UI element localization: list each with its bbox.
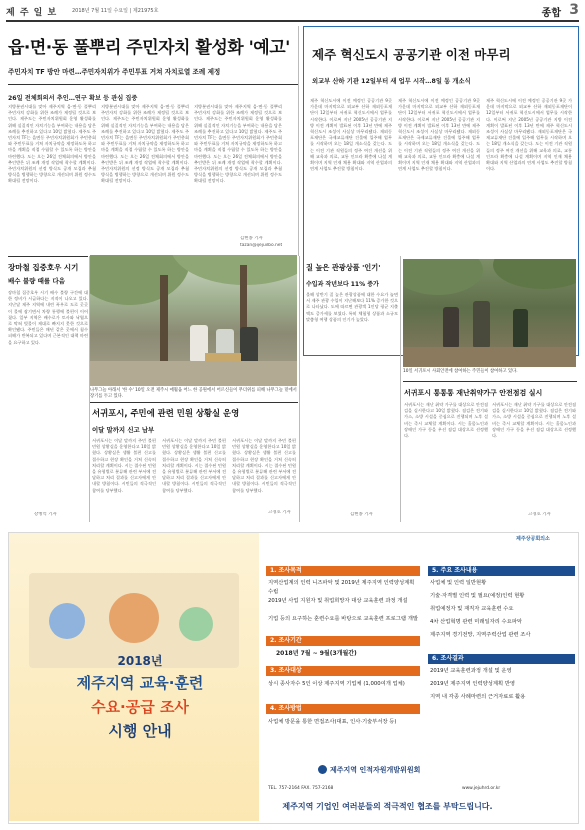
- column-divider: [299, 256, 300, 522]
- column-divider: [298, 26, 299, 256]
- ground: [90, 361, 297, 386]
- article5-body: 올해 상반기 질 높은 관광상품에 대한 수요가 늘면서 제주 관광 수입이 지난해보다 11% 증가한 것으로 나타났다. 도에 따르면 관광객 1인당 평균 지출액도 증가세를 보였다. 특히 체험형 상품과 소규모 맞춤형 여행 상품의 인기가 높았다.: [306, 292, 398, 322]
- ad-illustration-shape: [109, 593, 159, 643]
- ad-footer-message: 제주지역 기업인 여러분들의 적극적인 협조를 부탁드립니다.: [282, 802, 493, 811]
- ad-section3-value: 상시 종사자수 5인 이상 제주지역 기업체 (1,000여개 업체): [268, 681, 405, 687]
- ad-title-line2: 수요·공급 조사: [91, 698, 189, 716]
- article4-body-col2: 서귀포시는 이달 말까지 주민 불편 민원 상황실을 운영한다고 10일 밝혔다. 상황실은 생활 불편 신고를 접수하고 현장 확인을 거쳐 신속히 처리할 계획이다. 시는 접수된 민원을 유형별로 분류해 관련 부서에 전달하고 처리 결과를 신고자에게 안내할 방침이다. 시민들의 적극적인 참여를 당부했다.: [162, 438, 226, 493]
- ad-contact: TEL. 757-2164 FAX. 757-2168: [268, 786, 334, 791]
- article6-byline: 고경호 기자: [528, 512, 551, 517]
- photo-residents-safety: [403, 259, 576, 367]
- article1-byline: 김현종 기자: [240, 236, 263, 241]
- article6-body-col2: 서귀포시는 재난 취약 가구를 대상으로 안전점검을 실시한다고 10일 밝혔다. 점검은 전기와 가스, 소방 시설을 중심으로 진행되며 노후 설비는 즉시 교체할 계획이다. 시는 홀몸노인과 장애인 가구 등을 우선 점검 대상으로 선정했다.: [492, 402, 576, 439]
- foliage: [403, 259, 483, 295]
- feature-body-col3: 제주 혁신도시에 이전 예정인 공공기관 9곳 가운데 마지막으로 외교부 산하 재외동포재단이 12일부터 서귀포 혁신도시에서 업무를 시작한다. 이로써 지난 2005년 공공기관 지방 이전 계획이 발표된 이후 13년 만에 제주 혁신도시 조성이 사실상 마무리됐다. 재외동포재단은 국제교류재단 건물에 입주해 업무를 시작하며 오는 18일 개소식을 갖는다. 도는 이전 기관 직원들의 정주 여건 개선을 위해 교육과 의료, 교통 인프라 확충에 나설 계획이며 지역 인재 채용 확대와 지역 산업과의 연계 사업도 추진할 방침이다.: [486, 98, 572, 172]
- article1-body-col2: 지방분권시대를 맞아 제주지역 읍·면·동 풀뿌리 주민자치 강화를 위한 조례가 제정될 것으로 보인다. 제주도는 주민자치위원회 운영 활성화를 위해 실질적인 자치기능을 부여하는 내용을 담은 조례를 추진하고 있다고 10일 밝혔다. 제주도 주민자치 TF는 읍면동 주민자치위원회가 주민총회와 주민투표를 거쳐 자치규약을 제정하도록 하고 마을 계획을 직접 수립할 수 있도록 하는 방안을 마련했다. 도는 오는 26일 전체회의에서 방안을 추인받은 뒤 조례 개정 작업에 착수할 계획이다. 주민자치위원의 선정 방식도 공개 모집과 추첨 방식을 병행하는 방향으로 개선되며 위원 정수도 확대될 전망이다.: [101, 104, 189, 184]
- article1-email: tazan@ijejuilbo.net: [240, 243, 283, 248]
- ad-section5-item: 제주지역 경기전망, 지역주력산업 관련 조사: [430, 632, 531, 638]
- header-rule: [6, 20, 579, 22]
- ad-illustration-shape: [179, 607, 213, 641]
- ad-section-heading: 3. 조사대상: [266, 666, 420, 676]
- ad-title-line1: 제주지역 교육·훈련: [76, 674, 204, 692]
- main-subheadline: 주민자치 TF 방안 마련…주민자치위가 주민투표 거쳐 자치로열 조례 제정: [8, 68, 221, 76]
- issue-date: 2018년 7월 11일 수요일 | 제21975호: [72, 8, 159, 14]
- article5-byline: 김현종 기자: [350, 512, 373, 517]
- ad-section2-value: 2018년 7월 ~ 9월(3개월간): [276, 650, 357, 657]
- ad-section6-item: 2019년 교육훈련과정 개설 및 운영: [430, 668, 512, 674]
- ad-website: www.jejuhrd.or.kr: [462, 786, 501, 791]
- article1-body-col1: 지방분권시대를 맞아 제주지역 읍·면·동 풀뿌리 주민자치 강화를 위한 조례가 제정될 것으로 보인다. 제주도는 주민자치위원회 운영 활성화를 위해 실질적인 자치기능을 부여하는 내용을 담은 조례를 추진하고 있다고 10일 밝혔다. 제주도 주민자치 TF는 읍면동 주민자치위원회가 주민총회와 주민투표를 거쳐 자치규약을 제정하도록 하고 마을 계획을 직접 수립할 수 있도록 하는 방안을 마련했다. 도는 오는 26일 전체회의에서 방안을 추인받은 뒤 조례 개정 작업에 착수할 계획이다. 주민자치위원의 선정 방식도 공개 모집과 추첨 방식을 병행하는 방향으로 개선되며 위원 정수도 확대될 전망이다.: [8, 104, 96, 184]
- ad-section6-item: 2019년 제주지역 인력양성계획 반영: [430, 681, 516, 687]
- ground: [403, 347, 576, 367]
- article6-title: 서귀포시 통통통 재난취약가구 안전점검 실시: [404, 389, 543, 397]
- article4-subtitle: 이달 말까지 신고 남부: [92, 426, 155, 434]
- divider: [8, 256, 88, 257]
- feature-title: 제주 혁신도시 공공기관 이전 마무리: [312, 47, 511, 62]
- ad-brand: 제주상공회의소: [516, 536, 550, 542]
- person: [473, 301, 490, 347]
- ad-title-line3: 시행 안내: [108, 722, 172, 740]
- paper-name: 제 주 일 보: [6, 8, 58, 18]
- ad-section1-item: 2019년 사업 지원자 및 취업희망자 대상 교육훈련 과정 개설: [268, 598, 408, 604]
- ad-section5-item: 취업예정자 및 재직자 교육훈련 수요: [430, 606, 514, 612]
- person: [240, 327, 258, 363]
- main-headline: 읍·면·동 풀뿌리 주민자치 활성화 '예고': [8, 38, 290, 58]
- page-number: 3: [569, 2, 579, 18]
- article4-title: 서귀포시, 주민에 관련 민원 상황실 운영: [92, 408, 240, 418]
- ad-section5-item: 기술·자격별 인력 및 필요(예정)인력 현황: [430, 593, 525, 599]
- article1-subhead: 26일 전체회의서 추인…연구 확보 등 관심 집중: [8, 95, 138, 102]
- article4-body-col3: 서귀포시는 이달 말까지 주민 불편 민원 상황실을 운영한다고 10일 밝혔다. 상황실은 생활 불편 신고를 접수하고 현장 확인을 거쳐 신속히 처리할 계획이다. 시는 접수된 민원을 유형별로 분류해 관련 부서에 전달하고 처리 결과를 신고자에게 안내할 방침이다. 시민들의 적극적인 참여를 당부했다.: [232, 438, 296, 493]
- feature-body-col2: 제주 혁신도시에 이전 예정인 공공기관 9곳 가운데 마지막으로 외교부 산하 재외동포재단이 12일부터 서귀포 혁신도시에서 업무를 시작한다. 이로써 지난 2005년 공공기관 지방 이전 계획이 발표된 이후 13년 만에 제주 혁신도시 조성이 사실상 마무리됐다. 재외동포재단은 국제교류재단 건물에 입주해 업무를 시작하며 오는 18일 개소식을 갖는다. 도는 이전 기관 직원들의 정주 여건 개선을 위해 교육과 의료, 교통 인프라 확충에 나설 계획이며 지역 인재 채용 확대와 지역 산업과의 연계 사업도 추진할 방침이다.: [398, 98, 480, 172]
- ad-section-heading: 6. 조사결과: [428, 654, 575, 664]
- tree-trunk: [160, 275, 168, 365]
- ad-logo: 제주지역 인적자원개발위원회: [330, 766, 421, 774]
- ad-section-heading: 2. 조사기간: [266, 636, 420, 646]
- divider: [8, 84, 298, 85]
- section-label: 종합: [541, 8, 561, 19]
- feature-subtitle: 외교부 산하 기관 12일부터 새 업무 시작…8일 동 개소식: [312, 78, 471, 85]
- person: [443, 307, 459, 347]
- foliage: [493, 259, 576, 289]
- ad-section6-item: 지역 내 각종 사례마련의 근거자료로 활용: [430, 694, 526, 700]
- page-header: [6, 2, 579, 19]
- article1-body-col3: 지방분권시대를 맞아 제주지역 읍·면·동 풀뿌리 주민자치 강화를 위한 조례가 제정될 것으로 보인다. 제주도는 주민자치위원회 운영 활성화를 위해 실질적인 자치기능을 부여하는 내용을 담은 조례를 추진하고 있다고 10일 밝혔다. 제주도 주민자치 TF는 읍면동 주민자치위원회가 주민총회와 주민투표를 거쳐 자치규약을 제정하도록 하고 마을 계획을 직접 수립할 수 있도록 하는 방안을 마련했다. 도는 오는 26일 전체회의에서 방안을 추인받은 뒤 조례 개정 작업에 착수할 계획이다. 주민자치위원의 선정 방식도 공개 모집과 추첨 방식을 병행하는 방향으로 개선되며 위원 정수도 확대될 전망이다.: [194, 104, 282, 184]
- ad-section-heading: 4. 조사방법: [266, 704, 420, 714]
- article3-subtitle: 배수 불량 때를 다음: [8, 277, 66, 285]
- ad-illustration-shape: [49, 603, 85, 639]
- photo-park-elders: [90, 255, 297, 386]
- person: [513, 309, 528, 347]
- article3-title: 장마철 집중호우 시기: [8, 263, 79, 272]
- photo-small-caption: 10일 서귀포시 사회안전에 참여하는 주민들이 참여하고 있다.: [403, 369, 518, 374]
- ad-year: 2018년: [117, 654, 163, 668]
- ad-section5-item: 4차 산업혁명 관련 미래일자리 수요파악: [430, 619, 522, 625]
- logo-icon: [318, 765, 327, 774]
- article4-body-col1: 서귀포시는 이달 말까지 주민 불편 민원 상황실을 운영한다고 10일 밝혔다. 상황실은 생활 불편 신고를 접수하고 현장 확인을 거쳐 신속히 처리할 계획이다. 시는 접수된 민원을 유형별로 분류해 관련 부서에 전달하고 처리 결과를 신고자에게 안내할 방침이다. 시민들의 적극적인 참여를 당부했다.: [92, 438, 156, 493]
- column-divider: [400, 256, 401, 522]
- article3-body: 장마철 집중호우 시기 배수 불량 구간에 대한 정비가 시급하다는 지적이 나오고 있다. 지난달 제주 지역에 내린 폭우로 도로 곳곳이 물에 잠기면서 차량 통행에 불편이 이어졌다. 일부 지역은 배수로가 토사와 낙엽으로 막혀 빗물이 제대로 빠지지 못한 것으로 확인됐다. 주민들은 매년 같은 곳에서 침수 피해가 반복되고 있다며 근본적인 대책 마련을 요구하고 있다.: [8, 290, 88, 345]
- ad-section5-item: 사업체 및 인력 일반현황: [430, 580, 487, 586]
- ad-section-heading: 5. 주요 조사내용: [428, 566, 575, 576]
- article5-subtitle: 수입과 작년보다 11% 증가: [306, 281, 379, 288]
- article3-byline: 강병억 기자: [34, 512, 57, 517]
- divider: [90, 402, 298, 403]
- ad-section1-item: 지역산업계의 인력 니즈파악 및 2019년 제주지역 인력양성계획 수립: [268, 580, 415, 595]
- article6-body-col1: 서귀포시는 재난 취약 가구를 대상으로 안전점검을 실시한다고 10일 밝혔다. 점검은 전기와 가스, 소방 시설을 중심으로 진행되며 노후 설비는 즉시 교체할 계획이다. 시는 홀몸노인과 장애인 가구 등을 우선 점검 대상으로 선정했다.: [404, 402, 488, 439]
- article4-byline: 고경호 기자: [268, 510, 291, 515]
- feature-body-col1: 제주 혁신도시에 이전 예정인 공공기관 9곳 가운데 마지막으로 외교부 산하 재외동포재단이 12일부터 서귀포 혁신도시에서 업무를 시작한다. 이로써 지난 2005년 공공기관 지방 이전 계획이 발표된 이후 13년 만에 제주 혁신도시 조성이 사실상 마무리됐다. 재외동포재단은 국제교류재단 건물에 입주해 업무를 시작하며 오는 18일 개소식을 갖는다. 도는 이전 기관 직원들의 정주 여건 개선을 위해 교육과 의료, 교통 인프라 확충에 나설 계획이며 지역 인재 채용 확대와 지역 산업과의 연계 사업도 추진할 방침이다.: [310, 98, 392, 172]
- divider: [403, 381, 577, 382]
- photo-large-caption: 나무그늘 아래서 '한 수' 10일 오전 제주시 애월읍 어느 한 공원에서 어르신들이 무더위를 피해 나무그늘 밑에서 장기를 두고 있다.: [90, 388, 297, 399]
- foliage: [170, 255, 297, 285]
- ad-section1-item: 기업 등의 요구하는 훈련수요를 바탕으로 교육훈련 프로그램 개발: [268, 616, 418, 622]
- article5-title: 질 높은 관광상품 '인기': [306, 263, 381, 272]
- ad-section4-value: 사업체 방문을 통한 면접조사(대표, 인사·기술부서장 등): [268, 719, 397, 725]
- foliage: [90, 255, 190, 305]
- ad-section-heading: 1. 조사목적: [266, 566, 420, 576]
